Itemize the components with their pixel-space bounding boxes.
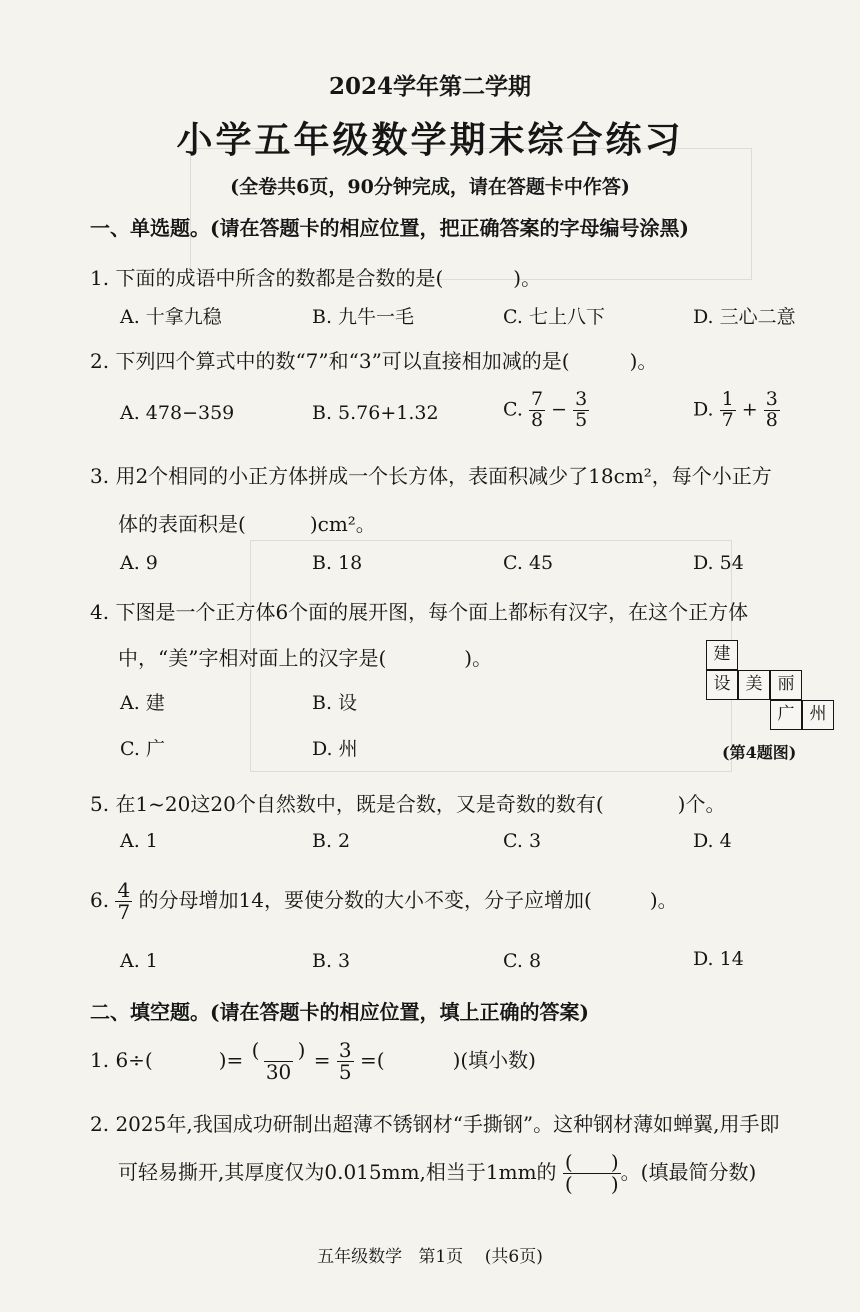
numerator: 7 [530,388,544,410]
denominator: ( ) [564,1172,619,1196]
numerator: ( ) [251,1038,306,1062]
question-number: 5. [90,792,110,816]
numerator: ( ) [564,1150,619,1174]
denominator: 8 [765,408,778,431]
option-c: C. 广 [120,738,165,760]
question-text-end: )。 [464,646,493,670]
question-text: 2025年,我国成功研制出超薄不锈钢材“手撕钢”。这种钢材薄如蝉翼,用手即 [115,1112,780,1136]
option-d: D. 三心二意 [693,306,796,328]
option-c: C. 45 [503,552,554,574]
question-text: 下图是一个正方体6个面的展开图，每个面上都标有汉字，在这个正方体 [115,600,749,624]
operator: + [741,398,758,421]
option-b: B. 5.76+1.32 [312,402,439,424]
footer-total: (共6页) [484,1247,543,1267]
option-a: A. 478−359 [120,402,235,424]
question-number: 2. [90,1112,110,1136]
section2-heading: 二、填空题。(请在答题卡的相应位置，填上正确的答案) [90,1000,589,1024]
footer-page: 第1页 [418,1247,464,1267]
question-6 [90,880,678,923]
option-c: C. 3 [503,830,542,852]
cube-net-figure [706,640,834,732]
question-number: 1. [90,266,110,290]
net-face-1: 建 [706,640,738,670]
question-text-end: )。 [629,349,658,373]
net-face-2: 设 [706,670,738,700]
option-letter: D. [693,398,714,421]
footer-subject: 五年级数学 [317,1247,403,1267]
denominator: 5 [575,408,588,431]
option-b: B. 18 [312,552,363,574]
option-a: A. 1 [120,950,158,972]
fraction [115,880,132,923]
numerator: 3 [575,388,588,410]
fraction [563,1152,621,1195]
question-text: 可轻易撕开,其厚度仅为0.015mm,相当于1mm的 [118,1160,557,1184]
denominator: 5 [338,1060,352,1084]
question-text-end: )。 [513,266,542,290]
option-d [693,390,780,431]
option-d: D. 州 [312,738,358,760]
question-text-end: )。 [649,888,678,912]
question-4 [90,596,748,625]
net-face-4: 丽 [770,670,802,700]
option-a: A. 十拿九稳 [120,306,222,328]
question-text: 下列四个算式中的数“7”和“3”可以直接相加减的是( [115,349,570,373]
numerator: 4 [117,878,131,902]
question-number: 3. [90,464,110,488]
equals-sign: = [313,1048,331,1072]
question-3-line2 [118,508,376,537]
fraction [337,1040,354,1083]
question-3 [90,460,772,489]
expression-part: =( [360,1048,385,1072]
question-text: 中，“美”字相对面上的汉字是( [118,646,387,670]
net-face-3: 美 [738,670,770,700]
question-text-end: )cm²。 [309,512,376,536]
option-b: B. 设 [312,692,358,714]
numerator: 1 [721,388,734,410]
question-5 [90,788,725,817]
question-text: 的分母增加14，要使分数的大小不变，分子应增加( [138,888,592,912]
option-b: B. 3 [312,950,351,972]
numerator: 3 [338,1038,352,1062]
fraction [573,390,589,431]
section1-heading: 一、单选题。(请在答题卡的相应位置，把正确答案的字母编号涂黑) [90,216,689,240]
question-number: 4. [90,600,110,624]
operator: − [551,398,568,421]
fill-question-1 [90,1040,536,1083]
option-c: C. 8 [503,950,542,972]
net-face-5: 广 [770,700,802,730]
denominator: 7 [721,408,734,431]
question-text: 体的表面积是( [118,512,246,536]
expression-part: )= [218,1048,244,1072]
question-number: 6. [90,888,110,912]
option-a: A. 9 [120,552,158,574]
question-2 [90,345,657,374]
option-b: B. 九牛一毛 [312,306,415,328]
fill-question-2 [90,1108,780,1137]
question-text: 用2个相同的小正方体拼成一个长方体，表面积减少了18cm²，每个小正方 [115,464,772,488]
fraction [764,390,780,431]
option-d: D. 54 [693,552,744,574]
term-heading: 2024学年第二学期 [328,73,531,100]
question-text-end: )个。 [677,792,726,816]
question-text: 在1~20这20个自然数中，既是合数，又是奇数的数有( [115,792,604,816]
option-c: C. 七上八下 [503,306,605,328]
page-title: 小学五年级数学期末综合练习 [176,119,684,161]
option-b: B. 2 [312,830,351,852]
denominator: 8 [530,408,544,431]
fraction [529,390,545,431]
question-text: 下面的成语中所含的数都是合数的是( [115,266,444,290]
fill-question-2-line2 [118,1152,756,1195]
option-c [503,390,589,431]
question-number: 2. [90,349,110,373]
page-footer [0,1242,860,1267]
expression-start: 6÷( [115,1048,153,1072]
option-d: D. 14 [693,948,744,970]
option-a: A. 1 [120,830,158,852]
question-number: 1. [90,1048,110,1072]
option-d: D. 4 [693,830,732,852]
denominator: 30 [265,1060,292,1084]
figure-caption: (第4题图) [722,743,797,762]
fraction [250,1040,308,1083]
fraction [720,390,736,431]
option-letter: C. [503,398,523,421]
expression-end: )(填小数) [452,1048,536,1072]
option-a: A. 建 [120,692,165,714]
denominator: 7 [117,900,131,924]
exam-instructions: (全卷共6页，90分钟完成，请在答题卡中作答) [230,176,630,198]
question-1 [90,262,541,291]
question-text-end: 。(填最简分数) [620,1160,757,1184]
question-4-line2 [118,642,492,671]
numerator: 3 [765,388,778,410]
net-face-6: 州 [802,700,834,730]
